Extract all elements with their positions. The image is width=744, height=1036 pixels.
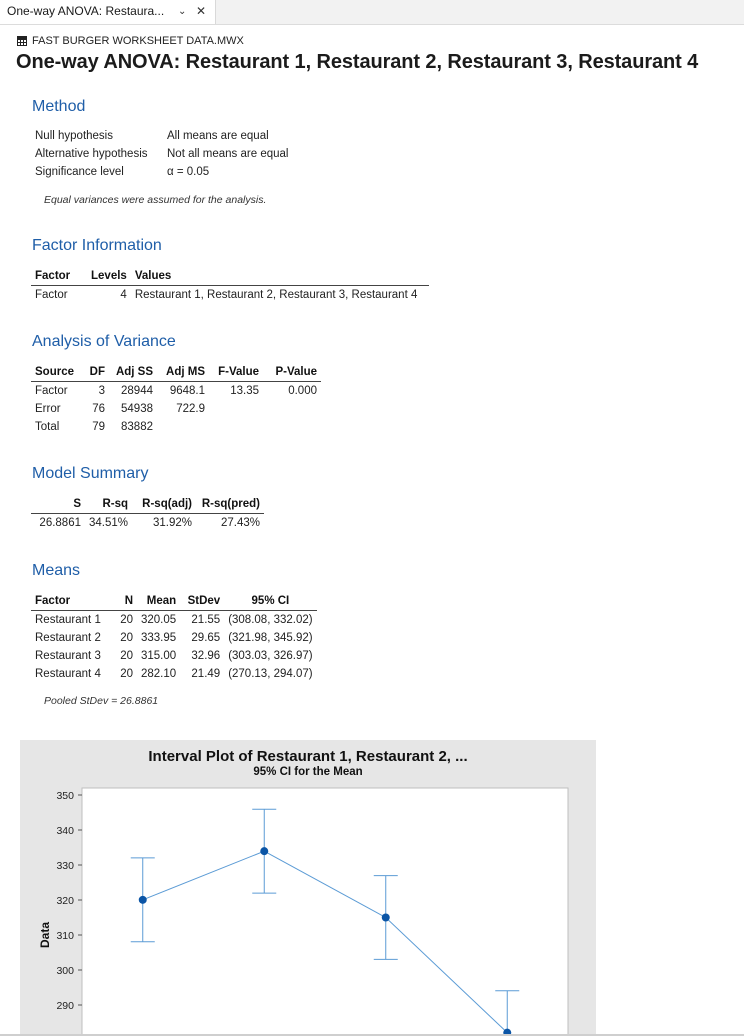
- chart-title: Interval Plot of Restaurant 1, Restaurant 2, ...: [148, 748, 468, 765]
- table-cell: 13.35: [230, 385, 259, 397]
- table-cell: (321.98, 345.92): [228, 632, 313, 644]
- col-header: Mean: [137, 591, 180, 611]
- table-row: [31, 611, 317, 630]
- tab-title[interactable]: One-way ANOVA: Restaura...: [7, 4, 165, 18]
- pooled-stdev-note: Pooled StDev = 26.8861: [44, 695, 159, 707]
- y-tick-label: 330: [56, 860, 74, 872]
- col-header: Source: [31, 362, 83, 382]
- table-cell: 34.51%: [89, 517, 129, 529]
- table-cell: (303.03, 326.97): [228, 650, 313, 662]
- table-cell: 282.10: [141, 668, 177, 680]
- y-tick-label: 350: [56, 790, 74, 802]
- col-header: P-Value: [263, 362, 321, 382]
- mean-point: [139, 896, 147, 904]
- col-header: R-sq: [85, 494, 132, 514]
- chevron-down-icon[interactable]: ⌄: [178, 6, 187, 17]
- table-cell: 20: [120, 668, 133, 680]
- table-cell: 29.65: [191, 632, 221, 644]
- method-key: Alternative hypothesis: [35, 148, 148, 160]
- factor-info-heading: Factor Information: [32, 237, 162, 254]
- table-cell: 28944: [121, 385, 153, 397]
- table-cell: 20: [120, 650, 133, 662]
- table-cell: 76: [92, 403, 105, 415]
- col-header: N: [115, 591, 137, 611]
- table-cell: 27.43%: [221, 517, 261, 529]
- method-value: α = 0.05: [167, 166, 210, 178]
- page-title: One-way ANOVA: Restaurant 1, Restaurant 2, Restaurant 3, Restaurant 4: [16, 51, 699, 73]
- y-tick-label: 340: [56, 825, 74, 837]
- table-cell: 26.8861: [39, 517, 81, 529]
- col-header: R-sq(adj): [132, 494, 196, 514]
- table-cell: (308.08, 332.02): [228, 614, 313, 626]
- model-summary-table: [31, 494, 264, 532]
- method-value: Not all means are equal: [167, 148, 289, 160]
- table-cell: Factor: [35, 385, 68, 397]
- close-icon[interactable]: ✕: [196, 4, 207, 18]
- method-key: Significance level: [35, 166, 124, 178]
- table-cell: 320.05: [141, 614, 177, 626]
- tab-bar: [0, 0, 744, 25]
- table-cell: Restaurant 2: [35, 632, 101, 644]
- table-cell: 54938: [121, 403, 153, 415]
- method-note: Equal variances were assumed for the analysis.: [44, 194, 267, 206]
- chart-svg: [20, 740, 596, 1036]
- table-row: [31, 418, 321, 436]
- y-tick-label: 320: [56, 895, 74, 907]
- table-cell: [209, 418, 263, 436]
- table-row: [31, 400, 321, 418]
- table-cell: [263, 400, 321, 418]
- col-header: Factor: [31, 591, 115, 611]
- table-cell: Restaurant 1, Restaurant 2, Restaurant 3, Restaurant 4: [134, 289, 418, 301]
- table-cell: 79: [92, 421, 105, 433]
- table-cell: (270.13, 294.07): [228, 668, 313, 680]
- col-header: F-Value: [209, 362, 263, 382]
- table-cell: [157, 418, 209, 436]
- plot-area: [82, 788, 568, 1036]
- method-key: Null hypothesis: [35, 130, 113, 142]
- model-summary-heading: Model Summary: [32, 465, 149, 482]
- table-cell: Error: [35, 403, 61, 415]
- anova-heading: Analysis of Variance: [32, 333, 176, 350]
- method-row: [35, 163, 288, 181]
- table-row: [31, 665, 317, 683]
- method-heading: Method: [32, 98, 86, 115]
- factor-info-table: [31, 266, 429, 304]
- table-cell: 333.95: [141, 632, 177, 644]
- method-row: [35, 145, 288, 163]
- table-cell: 83882: [121, 421, 153, 433]
- col-header: Adj MS: [157, 362, 209, 382]
- table-cell: 4: [120, 289, 127, 301]
- method-table: [35, 127, 288, 181]
- col-header: DF: [83, 362, 109, 382]
- table-cell: 20: [120, 614, 133, 626]
- chart-subtitle: 95% CI for the Mean: [253, 766, 363, 778]
- table-cell: 722.9: [176, 403, 205, 415]
- method-value: All means are equal: [167, 130, 269, 142]
- table-cell: 20: [120, 632, 133, 644]
- y-tick-label: 300: [56, 965, 74, 977]
- table-cell: Restaurant 4: [35, 668, 101, 680]
- table-cell: Total: [35, 421, 60, 433]
- table-cell: 0.000: [288, 385, 317, 397]
- table-cell: Factor: [35, 289, 68, 301]
- table-row: [31, 629, 317, 647]
- tab-anova-output[interactable]: [0, 0, 216, 24]
- anova-table: [31, 362, 321, 436]
- y-tick-label: 310: [56, 930, 74, 942]
- y-tick-label: 290: [56, 1000, 74, 1012]
- col-header: S: [31, 494, 85, 514]
- worksheet-name: FAST BURGER WORKSHEET DATA.MWX: [32, 35, 244, 47]
- y-axis-label: Data: [38, 921, 52, 949]
- col-header: Values: [131, 266, 429, 286]
- col-header: R-sq(pred): [196, 494, 264, 514]
- table-cell: 32.96: [191, 650, 221, 662]
- col-header: Levels: [87, 266, 131, 286]
- table-row: [31, 286, 429, 305]
- table-cell: 21.55: [191, 614, 221, 626]
- table-cell: [209, 400, 263, 418]
- table-cell: Restaurant 3: [35, 650, 101, 662]
- table-row: [31, 514, 264, 533]
- table-cell: 31.92%: [153, 517, 193, 529]
- means-table: [31, 591, 317, 683]
- table-row: [31, 382, 321, 401]
- mean-point: [260, 847, 268, 855]
- col-header: Adj SS: [109, 362, 157, 382]
- table-cell: 3: [98, 385, 105, 397]
- col-header: 95% CI: [224, 591, 316, 611]
- table-cell: Restaurant 1: [35, 614, 101, 626]
- table-cell: [263, 418, 321, 436]
- col-header: Factor: [31, 266, 87, 286]
- col-header: StDev: [180, 591, 224, 611]
- mean-point: [382, 914, 390, 922]
- worksheet-label: [17, 35, 244, 47]
- interval-plot[interactable]: [20, 740, 596, 1036]
- table-cell: 21.49: [191, 668, 221, 680]
- table-cell: 315.00: [141, 650, 177, 662]
- method-row: [35, 127, 288, 145]
- means-heading: Means: [32, 562, 81, 579]
- table-row: [31, 647, 317, 665]
- table-cell: 9648.1: [169, 385, 205, 397]
- worksheet-grid-icon: [17, 36, 27, 46]
